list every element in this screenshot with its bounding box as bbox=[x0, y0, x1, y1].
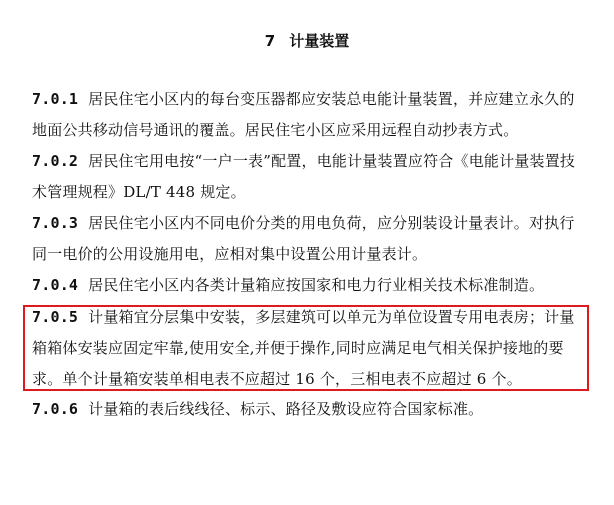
section-title: 计量装置 bbox=[289, 32, 350, 50]
clause-number: 7.0.4 bbox=[32, 276, 79, 294]
clause-7-0-5 bbox=[32, 302, 588, 395]
clause-text: 居民住宅小区内不同电价分类的用电负荷，应分别装设计量表计。对执行同一电价的公用设施用电，应相对集中设置公用计量表计。 bbox=[32, 214, 575, 263]
clause-number: 7.0.2 bbox=[32, 152, 79, 170]
clause-7-0-2 bbox=[32, 146, 588, 208]
section-number: 7 bbox=[264, 32, 276, 50]
clause-number: 7.0.3 bbox=[32, 214, 79, 232]
clause-7-0-1 bbox=[32, 84, 588, 146]
clause-number: 7.0.6 bbox=[32, 400, 79, 418]
clause-text: 居民住宅小区内的每台变压器都应安装总电能计量装置，并应建立永久的地面公共移动信号通讯的覆盖。居民住宅小区应采用远程自动抄表方式。 bbox=[32, 90, 575, 139]
clause-text: 计量箱的表后线线径、标示、路径及敷设应符合国家标准。 bbox=[88, 400, 484, 418]
clause-text: 计量箱宜分层集中安装，多层建筑可以单元为单位设置专用电表房；计量箱箱体安装应固定牢靠,使用安全,并便于操作,同时应满足电气相关保护接地的要求。单个计量箱安装单相电表不应超过 16 个，三相电表不应超过 6 个。 bbox=[32, 308, 575, 388]
clause-text: 居民住宅用电按“一户一表”配置，电能计量装置应符合《电能计量装置技术管理规程》DL/T 448 规定。 bbox=[32, 152, 576, 201]
clause-7-0-6 bbox=[32, 394, 588, 425]
clause-number: 7.0.1 bbox=[32, 90, 79, 108]
clause-text: 居民住宅小区内各类计量箱应按国家和电力行业相关技术标准制造。 bbox=[88, 276, 545, 294]
clause-number: 7.0.5 bbox=[32, 308, 79, 326]
clause-7-0-4 bbox=[32, 270, 588, 301]
clause-7-0-3 bbox=[32, 208, 588, 270]
section-heading bbox=[0, 30, 614, 51]
